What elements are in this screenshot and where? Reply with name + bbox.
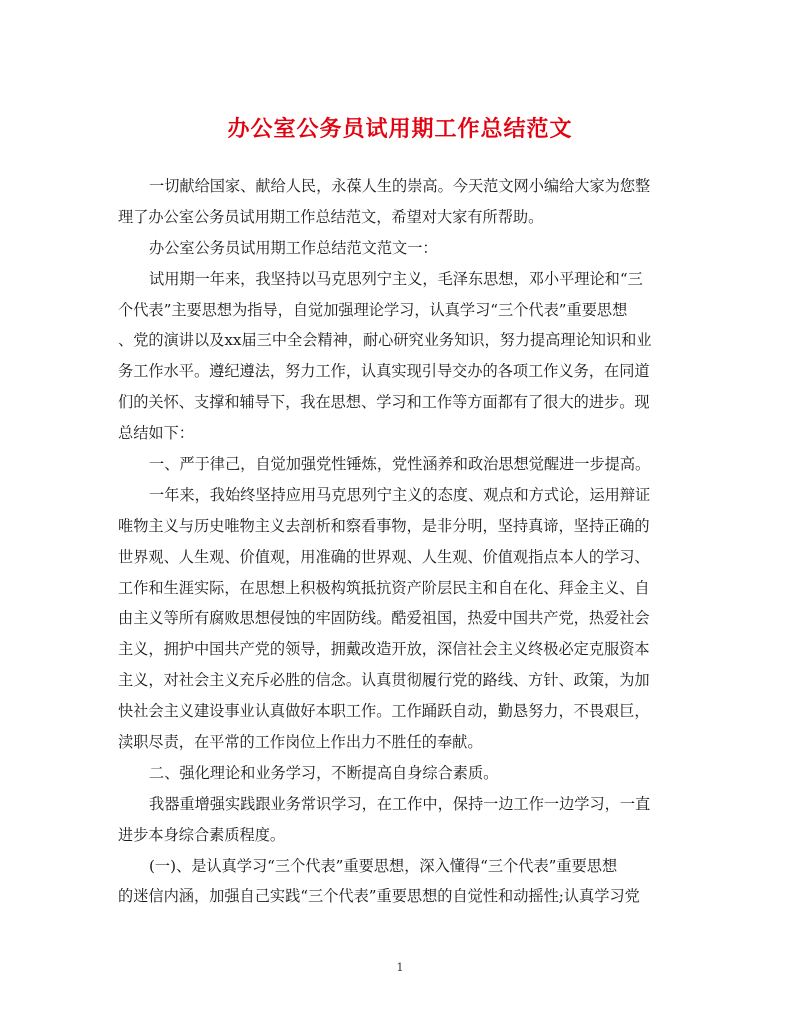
body-line: 一年来，我始终坚持应用马克思列宁主义的态度、观点和方式论，运用辩证 xyxy=(149,485,651,504)
body-line: 渎职尽责，在平常的工作岗位上作出力不胜任的奉献。 xyxy=(118,733,483,752)
document-title: 办公室公务员试用期工作总结范文 xyxy=(227,116,573,142)
body-line: 世界观、人生观、价值观，用准确的世界观、人生观、价值观指点本人的学习、 xyxy=(118,547,650,566)
body-line: 主义，对社会主义充斥必胜的信念。认真贯彻履行党的路线、方针、政策，为加 xyxy=(118,671,650,690)
document-body xyxy=(118,171,682,912)
body-line: 快社会主义建设事业认真做好本职工作。工作踊跃自动，勤恳努力，不畏艰巨， xyxy=(118,702,650,721)
body-line: 唯物主义与历史唯物主义去剖析和察看事物，是非分明，坚持真谛，坚持正确的 xyxy=(118,516,650,535)
body-line: 总结如下： xyxy=(118,424,194,443)
body-line: 一切献给国家、献给人民，永葆人生的崇高。今天范文网小编给大家为您整 xyxy=(149,177,651,195)
body-line: 个代表”主要思想为指导，自觉加强理论学习，认真学习“三个代表”重要思想 xyxy=(118,300,628,319)
body-line: 们的关怀、支撑和辅导下，我在思想、学习和工作等方面都有了很大的进步。现 xyxy=(118,393,650,412)
body-line: 进步本身综合素质程度。 xyxy=(118,825,286,844)
body-line: 的迷信内涵，加强自己实践“三个代表”重要思想的自觉性和动摇性;认真学习党 xyxy=(118,887,640,906)
page-number: 1 xyxy=(396,961,404,974)
body-line: 主义，拥护中国共产党的领导，拥戴改造开放，深信社会主义终极必定克服资本 xyxy=(118,640,650,659)
body-line: 我器重增强实践跟业务常识学习，在工作中，保持一边工作一边学习，一直 xyxy=(149,794,651,813)
body-line: 理了办公室公务员试用期工作总结范文，希望对大家有所帮助。 xyxy=(118,207,544,226)
body-line: 试用期一年来，我坚持以马克思列宁主义，毛泽东思想，邓小平理论和“三 xyxy=(149,269,643,288)
body-line: 务工作水平。遵纪遵法，努力工作，认真实现引导交办的各项工作义务，在同道 xyxy=(118,362,650,381)
body-line: (一)、是认真学习“三个代表”重要思想，深入懂得“三个代表”重要思想 xyxy=(149,856,618,875)
body-line: 工作和生涯实际，在思想上积极构筑抵抗资产阶层民主和自在化、拜金主义、自 xyxy=(118,578,650,597)
body-line: 二、强化理论和业务学习，不断提高自身综合素质。 xyxy=(149,763,499,782)
body-line: 办公室公务员试用期工作总结范文范文一： xyxy=(149,238,438,257)
body-line: 由主义等所有腐败思想侵蚀的牢固防线。酷爱祖国，热爱中国共产党，热爱社会 xyxy=(118,609,650,628)
body-line: 、党的演讲以及xx届三中全会精神，耐心研究业务知识，努力提高理论知识和业 xyxy=(118,331,652,350)
body-line: 一、严于律己，自觉加强党性锤炼，党性涵养和政治思想觉醒进一步提高。 xyxy=(149,455,651,474)
